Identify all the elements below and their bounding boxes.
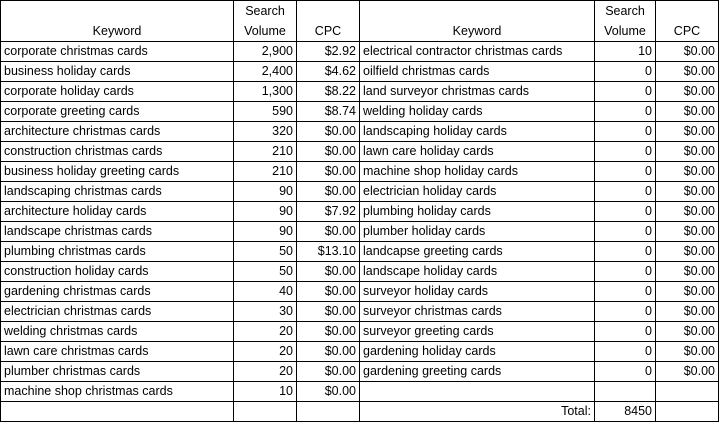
right-cpc-cell[interactable]: $0.00 [656,342,719,362]
left-cpc-cell[interactable]: $8.22 [297,82,360,102]
left-volume-cell[interactable]: 210 [234,162,297,182]
left-cpc-cell[interactable]: $0.00 [297,122,360,142]
table-row [1,82,719,102]
right-keyword-cell[interactable]: surveyor holiday cards [360,282,595,302]
left-keyword-cell[interactable]: corporate greeting cards [1,102,234,122]
right-volume-cell[interactable]: 0 [595,282,656,302]
left-cpc-cell[interactable]: $0.00 [297,182,360,202]
total-value[interactable]: 8450 [595,402,656,422]
table-row [1,382,719,402]
left-cpc-cell[interactable]: $13.10 [297,242,360,262]
left-cpc-cell[interactable]: $0.00 [297,342,360,362]
right-keyword-cell[interactable]: landcapse greeting cards [360,242,595,262]
left-volume-cell[interactable]: 20 [234,342,297,362]
right-volume-cell[interactable]: 0 [595,102,656,122]
right-keyword-cell[interactable]: land surveyor christmas cards [360,82,595,102]
left-cpc-cell[interactable]: $0.00 [297,162,360,182]
left-keyword-cell[interactable]: corporate christmas cards [1,42,234,62]
right-keyword-cell[interactable]: gardening holiday cards [360,342,595,362]
table-row [1,62,719,82]
right-volume-cell[interactable]: 10 [595,42,656,62]
left-keyword-header[interactable]: Keyword [1,21,234,42]
left-volume-cell[interactable]: 20 [234,322,297,342]
right-cpc-cell[interactable]: $0.00 [656,102,719,122]
right-volume-cell[interactable]: 0 [595,82,656,102]
total-label[interactable]: Total: [360,402,595,422]
table-row [1,342,719,362]
right-keyword-header[interactable]: Keyword [360,21,595,42]
right-volume-cell[interactable]: 0 [595,322,656,342]
left-keyword-header-cell[interactable] [1,1,234,22]
left-volume-cell[interactable]: 10 [234,382,297,402]
left-volume-cell[interactable]: 90 [234,202,297,222]
left-volume-cell[interactable]: 40 [234,282,297,302]
left-cpc-cell[interactable]: $2.92 [297,42,360,62]
table-row [1,242,719,262]
empty-cell[interactable] [297,402,360,422]
table-row [1,202,719,222]
right-cpc-cell[interactable]: $0.00 [656,282,719,302]
left-search-header[interactable]: Search [234,1,297,22]
right-cpc-cell[interactable]: $0.00 [656,182,719,202]
left-volume-header[interactable]: Volume [234,21,297,42]
header-row-top [1,1,719,22]
right-cpc-cell[interactable]: $0.00 [656,262,719,282]
right-volume-cell[interactable]: 0 [595,202,656,222]
left-cpc-header[interactable]: CPC [297,21,360,42]
right-cpc-cell[interactable]: $0.00 [656,222,719,242]
right-cpc-cell[interactable]: $0.00 [656,202,719,222]
right-cpc-cell[interactable]: $0.00 [656,242,719,262]
right-keyword-cell[interactable]: electrician holiday cards [360,182,595,202]
table-row [1,322,719,342]
right-keyword-cell[interactable]: oilfield christmas cards [360,62,595,82]
right-volume-cell[interactable]: 0 [595,302,656,322]
left-volume-cell[interactable]: 210 [234,142,297,162]
right-cpc-cell[interactable]: $0.00 [656,142,719,162]
left-keyword-cell[interactable]: architecture christmas cards [1,122,234,142]
right-keyword-cell[interactable]: surveyor greeting cards [360,322,595,342]
left-volume-cell[interactable]: 30 [234,302,297,322]
right-keyword-cell[interactable]: surveyor christmas cards [360,302,595,322]
left-keyword-cell[interactable]: electrician christmas cards [1,302,234,322]
left-keyword-cell[interactable]: machine shop christmas cards [1,382,234,402]
left-cpc-cell[interactable]: $0.00 [297,302,360,322]
left-volume-cell[interactable]: 90 [234,222,297,242]
right-search-header[interactable]: Search [595,1,656,22]
right-cpc-cell[interactable]: $0.00 [656,362,719,382]
left-cpc-cell[interactable]: $0.00 [297,322,360,342]
left-keyword-cell[interactable]: landscape christmas cards [1,222,234,242]
right-cpc-cell[interactable]: $0.00 [656,82,719,102]
left-keyword-cell[interactable]: landscaping christmas cards [1,182,234,202]
left-cpc-cell[interactable]: $0.00 [297,362,360,382]
left-cpc-cell[interactable]: $0.00 [297,282,360,302]
left-keyword-cell[interactable]: business holiday greeting cards [1,162,234,182]
left-keyword-cell[interactable]: business holiday cards [1,62,234,82]
left-keyword-cell[interactable]: plumber christmas cards [1,362,234,382]
right-keyword-cell[interactable] [360,382,595,402]
right-volume-cell[interactable]: 0 [595,122,656,142]
left-keyword-cell[interactable]: construction holiday cards [1,262,234,282]
left-keyword-cell[interactable]: lawn care christmas cards [1,342,234,362]
right-keyword-cell[interactable]: machine shop holiday cards [360,162,595,182]
table-row [1,222,719,242]
header-row-bottom [1,21,719,42]
right-cpc-cell[interactable]: $0.00 [656,42,719,62]
left-volume-cell[interactable]: 2,400 [234,62,297,82]
empty-cell[interactable] [234,402,297,422]
table-row [1,162,719,182]
left-volume-cell[interactable]: 50 [234,262,297,282]
right-cpc-cell[interactable]: $0.00 [656,322,719,342]
right-keyword-cell[interactable]: plumbing holiday cards [360,202,595,222]
table-row [1,142,719,162]
right-cpc-cell[interactable]: $0.00 [656,302,719,322]
right-keyword-cell[interactable]: landscaping holiday cards [360,122,595,142]
right-cpc-cell[interactable] [656,382,719,402]
table-row [1,282,719,302]
right-cpc-header-cell[interactable] [656,1,719,22]
right-volume-cell[interactable]: 0 [595,242,656,262]
table-row [1,362,719,382]
right-keyword-cell[interactable]: electrical contractor christmas cards [360,42,595,62]
table-row [1,122,719,142]
empty-cell[interactable] [1,402,234,422]
left-keyword-cell[interactable]: gardening christmas cards [1,282,234,302]
right-cpc-cell[interactable]: $0.00 [656,122,719,142]
right-keyword-cell[interactable]: lawn care holiday cards [360,142,595,162]
right-volume-cell[interactable] [595,382,656,402]
left-volume-cell[interactable]: 1,300 [234,82,297,102]
left-volume-cell[interactable]: 2,900 [234,42,297,62]
right-volume-cell[interactable]: 0 [595,62,656,82]
left-volume-cell[interactable]: 50 [234,242,297,262]
left-cpc-cell[interactable]: $0.00 [297,222,360,242]
left-cpc-cell[interactable]: $0.00 [297,142,360,162]
left-volume-cell[interactable]: 90 [234,182,297,202]
left-volume-cell[interactable]: 320 [234,122,297,142]
right-volume-cell[interactable]: 0 [595,222,656,242]
left-keyword-cell[interactable]: architecture holiday cards [1,202,234,222]
right-keyword-cell[interactable]: welding holiday cards [360,102,595,122]
left-cpc-cell[interactable]: $7.92 [297,202,360,222]
right-volume-cell[interactable]: 0 [595,342,656,362]
left-cpc-cell[interactable]: $8.74 [297,102,360,122]
right-volume-cell[interactable]: 0 [595,182,656,202]
right-volume-cell[interactable]: 0 [595,142,656,162]
table-row [1,42,719,62]
table-row [1,262,719,282]
right-volume-cell[interactable]: 0 [595,262,656,282]
empty-cell[interactable] [656,402,719,422]
left-keyword-cell[interactable]: corporate holiday cards [1,82,234,102]
right-volume-cell[interactable]: 0 [595,362,656,382]
left-cpc-cell[interactable]: $0.00 [297,262,360,282]
total-row [1,402,719,422]
right-keyword-cell[interactable]: plumber holiday cards [360,222,595,242]
right-cpc-cell[interactable]: $0.00 [656,162,719,182]
left-cpc-header-cell[interactable] [297,1,360,22]
left-keyword-cell[interactable]: welding christmas cards [1,322,234,342]
right-keyword-header-cell[interactable] [360,1,595,22]
left-volume-cell[interactable]: 20 [234,362,297,382]
left-keyword-cell[interactable]: construction christmas cards [1,142,234,162]
left-volume-cell[interactable]: 590 [234,102,297,122]
table-row [1,102,719,122]
left-cpc-cell[interactable]: $4.62 [297,62,360,82]
table-row [1,182,719,202]
right-keyword-cell[interactable]: landscape holiday cards [360,262,595,282]
right-keyword-cell[interactable]: gardening greeting cards [360,362,595,382]
right-cpc-cell[interactable]: $0.00 [656,62,719,82]
left-cpc-cell[interactable]: $0.00 [297,382,360,402]
right-volume-header[interactable]: Volume [595,21,656,42]
right-volume-cell[interactable]: 0 [595,162,656,182]
right-cpc-header[interactable]: CPC [656,21,719,42]
table-row [1,302,719,322]
left-keyword-cell[interactable]: plumbing christmas cards [1,242,234,262]
keyword-table-body [1,1,719,422]
